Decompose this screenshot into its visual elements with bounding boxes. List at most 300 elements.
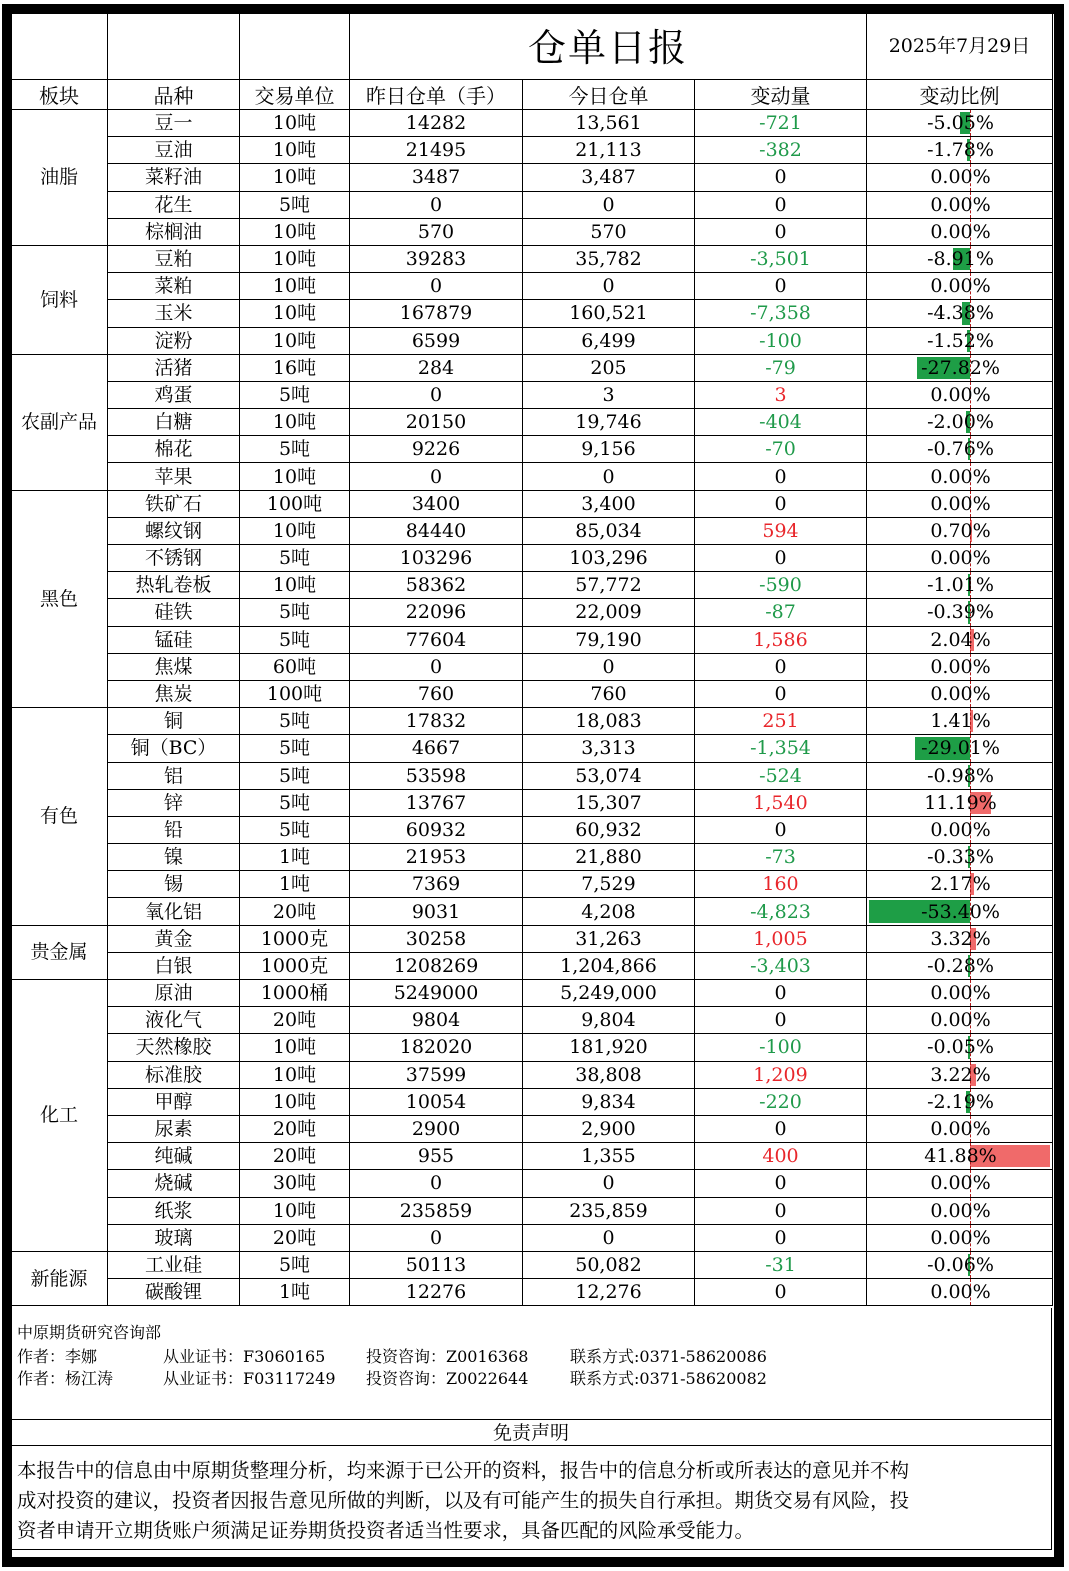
today-cell: 5,249,000 — [523, 980, 695, 1007]
yesterday-cell: 0 — [350, 653, 523, 680]
today-cell: 18,083 — [523, 708, 695, 735]
change-cell: 0 — [695, 164, 867, 191]
ratio-text: -0.06% — [927, 1253, 994, 1276]
variety-cell: 天然橡胶 — [108, 1034, 240, 1061]
today-cell: 205 — [523, 354, 695, 381]
variety-cell: 镍 — [108, 844, 240, 871]
today-cell: 38,808 — [523, 1061, 695, 1088]
yesterday-cell: 103296 — [350, 545, 523, 572]
yesterday-cell: 58362 — [350, 572, 523, 599]
unit-cell: 1吨 — [240, 844, 350, 871]
ratio-cell — [867, 653, 1053, 680]
unit-cell: 10吨 — [240, 1034, 350, 1061]
ratio-cell — [867, 273, 1053, 300]
yesterday-cell: 84440 — [350, 517, 523, 544]
table-row — [11, 1088, 1053, 1115]
variety-cell: 甲醇 — [108, 1088, 240, 1115]
table-row — [11, 1007, 1053, 1034]
author-contact: 联系方式:0371-58620086 — [570, 1347, 767, 1366]
table-row — [11, 1170, 1053, 1197]
yesterday-cell: 235859 — [350, 1197, 523, 1224]
table-row — [11, 110, 1053, 137]
change-cell: 1,586 — [695, 626, 867, 653]
today-cell: 15,307 — [523, 789, 695, 816]
ratio-cell — [867, 708, 1053, 735]
unit-cell: 100吨 — [240, 490, 350, 517]
ratio-text: 0.00% — [930, 1118, 991, 1141]
table-row — [11, 273, 1053, 300]
variety-cell: 工业硅 — [108, 1251, 240, 1278]
change-cell: 251 — [695, 708, 867, 735]
ratio-cell — [867, 1115, 1053, 1142]
yesterday-cell: 955 — [350, 1143, 523, 1170]
variety-cell: 白银 — [108, 952, 240, 979]
change-cell: 0 — [695, 1279, 867, 1306]
today-cell: 21,113 — [523, 137, 695, 164]
table-row — [11, 871, 1053, 898]
table-row — [11, 816, 1053, 843]
today-cell: 19,746 — [523, 409, 695, 436]
change-cell: -79 — [695, 354, 867, 381]
variety-cell: 豆油 — [108, 137, 240, 164]
yesterday-cell: 14282 — [350, 110, 523, 137]
disclaimer-line: 本报告中的信息由中原期货整理分析，均来源于已公开的资料，报告中的信息分析或所表达的意见并不构 — [17, 1459, 909, 1482]
ratio-text: -1.52% — [927, 329, 994, 352]
table-row — [11, 1224, 1053, 1251]
change-cell: -87 — [695, 599, 867, 626]
table-row — [11, 245, 1053, 272]
table-row — [11, 1115, 1053, 1142]
today-cell: 60,932 — [523, 816, 695, 843]
unit-cell: 10吨 — [240, 463, 350, 490]
unit-cell: 5吨 — [240, 1251, 350, 1278]
today-cell: 1,204,866 — [523, 952, 695, 979]
yesterday-cell: 570 — [350, 218, 523, 245]
table-row — [11, 1279, 1053, 1306]
variety-cell: 玉米 — [108, 300, 240, 327]
change-cell: -524 — [695, 762, 867, 789]
author-consult: 投资咨询：Z0016368 — [366, 1347, 529, 1366]
today-cell: 0 — [523, 191, 695, 218]
today-cell: 160,521 — [523, 300, 695, 327]
today-cell: 6,499 — [523, 327, 695, 354]
sector-cell: 农副产品 — [11, 354, 108, 490]
variety-cell: 黄金 — [108, 925, 240, 952]
ratio-text: -29.01% — [921, 737, 1000, 760]
ratio-text: 0.00% — [930, 818, 991, 841]
yesterday-cell: 12276 — [350, 1279, 523, 1306]
ratio-cell — [867, 381, 1053, 408]
ratio-cell — [867, 545, 1053, 572]
author-license: 从业证书：F3060165 — [163, 1347, 326, 1366]
ratio-text: 0.00% — [930, 547, 991, 570]
unit-cell: 5吨 — [240, 381, 350, 408]
unit-cell: 10吨 — [240, 409, 350, 436]
ratio-cell — [867, 925, 1053, 952]
variety-cell: 铜 — [108, 708, 240, 735]
unit-cell: 10吨 — [240, 327, 350, 354]
ratio-cell — [867, 762, 1053, 789]
unit-cell: 5吨 — [240, 816, 350, 843]
table-row — [11, 789, 1053, 816]
today-cell: 0 — [523, 273, 695, 300]
sector-cell: 贵金属 — [11, 925, 108, 979]
variety-cell: 白糖 — [108, 409, 240, 436]
variety-cell: 硅铁 — [108, 599, 240, 626]
unit-cell: 20吨 — [240, 898, 350, 925]
ratio-cell — [867, 436, 1053, 463]
variety-cell: 不锈钢 — [108, 545, 240, 572]
ratio-cell — [867, 1170, 1053, 1197]
unit-cell: 1000克 — [240, 925, 350, 952]
yesterday-cell: 0 — [350, 273, 523, 300]
today-cell: 21,880 — [523, 844, 695, 871]
unit-cell: 1000克 — [240, 952, 350, 979]
variety-cell: 活猪 — [108, 354, 240, 381]
ratio-cell — [867, 1088, 1053, 1115]
ratio-text: -8.91% — [927, 248, 994, 271]
ratio-text: -5.05% — [927, 112, 994, 135]
ratio-text: 0.00% — [930, 1226, 991, 1249]
change-cell: 0 — [695, 490, 867, 517]
today-cell: 12,276 — [523, 1279, 695, 1306]
ratio-text: 3.22% — [930, 1063, 991, 1086]
today-cell: 0 — [523, 1224, 695, 1251]
ratio-text: 0.00% — [930, 383, 991, 406]
variety-cell: 烧碱 — [108, 1170, 240, 1197]
table-row — [11, 708, 1053, 735]
yesterday-cell: 0 — [350, 1224, 523, 1251]
table-row — [11, 1034, 1053, 1061]
yesterday-cell: 760 — [350, 680, 523, 707]
column-header-yesterday: 昨日仓单（手） — [350, 80, 523, 110]
ratio-cell — [867, 218, 1053, 245]
today-cell: 9,834 — [523, 1088, 695, 1115]
table-row — [11, 1061, 1053, 1088]
report-date: 2025年7月29日 — [867, 9, 1053, 80]
column-header-unit: 交易单位 — [240, 80, 350, 110]
variety-cell: 苹果 — [108, 463, 240, 490]
change-cell: 0 — [695, 218, 867, 245]
variety-cell: 焦煤 — [108, 653, 240, 680]
unit-cell: 10吨 — [240, 245, 350, 272]
ratio-text: 0.00% — [930, 1199, 991, 1222]
table-row — [11, 1143, 1053, 1170]
disclaimer-line: 成对投资的建议，投资者因报告意见所做的判断，以及有可能产生的损失自行承担。期货交易有风险，投 — [17, 1489, 909, 1512]
change-cell: 0 — [695, 816, 867, 843]
ratio-cell — [867, 490, 1053, 517]
ratio-cell — [867, 1061, 1053, 1088]
column-header-change: 变动量 — [695, 80, 867, 110]
table-row — [11, 436, 1053, 463]
variety-cell: 液化气 — [108, 1007, 240, 1034]
today-cell: 0 — [523, 653, 695, 680]
ratio-cell — [867, 463, 1053, 490]
change-cell: 0 — [695, 273, 867, 300]
variety-cell: 豆一 — [108, 110, 240, 137]
variety-cell: 热轧卷板 — [108, 572, 240, 599]
change-cell: 160 — [695, 871, 867, 898]
org-name: 中原期货研究咨询部 — [17, 1323, 162, 1342]
unit-cell: 5吨 — [240, 599, 350, 626]
variety-cell: 锰硅 — [108, 626, 240, 653]
table-row — [11, 191, 1053, 218]
table-row — [11, 844, 1053, 871]
change-cell: -3,403 — [695, 952, 867, 979]
sector-cell: 饲料 — [11, 245, 108, 354]
ratio-text: 0.70% — [930, 519, 991, 542]
ratio-text: -2.19% — [927, 1090, 994, 1113]
today-cell: 31,263 — [523, 925, 695, 952]
today-cell: 570 — [523, 218, 695, 245]
ratio-cell — [867, 191, 1053, 218]
warehouse-receipt-table — [10, 8, 1053, 1306]
change-cell: 3 — [695, 381, 867, 408]
yesterday-cell: 22096 — [350, 599, 523, 626]
variety-cell: 铁矿石 — [108, 490, 240, 517]
variety-cell: 原油 — [108, 980, 240, 1007]
ratio-text: -27.82% — [921, 356, 1000, 379]
variety-cell: 纸浆 — [108, 1197, 240, 1224]
table-row — [11, 735, 1053, 762]
variety-cell: 铜（BC） — [108, 735, 240, 762]
disclaimer-body — [10, 1446, 1052, 1550]
table-row — [11, 409, 1053, 436]
sector-cell: 有色 — [11, 708, 108, 926]
variety-cell: 螺纹钢 — [108, 517, 240, 544]
change-cell: -100 — [695, 327, 867, 354]
ratio-text: 0.00% — [930, 166, 991, 189]
today-cell: 0 — [523, 1170, 695, 1197]
ratio-text: 0.00% — [930, 492, 991, 515]
ratio-cell — [867, 1224, 1053, 1251]
author-contact: 联系方式:0371-58620082 — [570, 1369, 767, 1388]
change-cell: 0 — [695, 463, 867, 490]
table-row — [11, 653, 1053, 680]
yesterday-cell: 20150 — [350, 409, 523, 436]
ratio-cell — [867, 871, 1053, 898]
today-cell: 85,034 — [523, 517, 695, 544]
ratio-cell — [867, 844, 1053, 871]
yesterday-cell: 9804 — [350, 1007, 523, 1034]
variety-cell: 铝 — [108, 762, 240, 789]
yesterday-cell: 0 — [350, 381, 523, 408]
yesterday-cell: 30258 — [350, 925, 523, 952]
ratio-text: -0.28% — [927, 954, 994, 977]
change-cell: 0 — [695, 653, 867, 680]
variety-cell: 纯碱 — [108, 1143, 240, 1170]
table-row — [11, 354, 1053, 381]
ratio-text: -0.98% — [927, 764, 994, 787]
change-cell: -3,501 — [695, 245, 867, 272]
author-line — [17, 1368, 1045, 1390]
unit-cell: 5吨 — [240, 191, 350, 218]
ratio-cell — [867, 816, 1053, 843]
variety-cell: 豆粕 — [108, 245, 240, 272]
today-cell: 0 — [523, 463, 695, 490]
ratio-text: 0.00% — [930, 1281, 991, 1304]
ratio-cell — [867, 1143, 1053, 1170]
unit-cell: 1吨 — [240, 871, 350, 898]
variety-cell: 铅 — [108, 816, 240, 843]
ratio-cell — [867, 599, 1053, 626]
change-cell: -220 — [695, 1088, 867, 1115]
ratio-cell — [867, 300, 1053, 327]
yesterday-cell: 3487 — [350, 164, 523, 191]
ratio-text: -0.33% — [927, 846, 994, 869]
variety-cell: 标准胶 — [108, 1061, 240, 1088]
unit-cell: 10吨 — [240, 137, 350, 164]
table-row — [11, 1197, 1053, 1224]
unit-cell: 10吨 — [240, 218, 350, 245]
table-row — [11, 980, 1053, 1007]
unit-cell: 5吨 — [240, 735, 350, 762]
report-title: 仓单日报 — [350, 9, 867, 80]
ratio-text: 0.00% — [930, 683, 991, 706]
change-cell: -721 — [695, 110, 867, 137]
yesterday-cell: 284 — [350, 354, 523, 381]
change-cell: -100 — [695, 1034, 867, 1061]
unit-cell: 10吨 — [240, 1088, 350, 1115]
ratio-text: 0.00% — [930, 1172, 991, 1195]
change-cell: 0 — [695, 1170, 867, 1197]
today-cell: 50,082 — [523, 1251, 695, 1278]
table-row — [11, 327, 1053, 354]
ratio-cell — [867, 110, 1053, 137]
author-name: 作者：李娜 — [17, 1347, 98, 1366]
variety-cell: 棕榈油 — [108, 218, 240, 245]
today-cell: 3 — [523, 381, 695, 408]
change-cell: 400 — [695, 1143, 867, 1170]
ratio-cell — [867, 1034, 1053, 1061]
variety-cell: 焦炭 — [108, 680, 240, 707]
author-consult: 投资咨询：Z0022644 — [366, 1369, 529, 1388]
table-row — [11, 545, 1053, 572]
table-row — [11, 1251, 1053, 1278]
today-cell: 53,074 — [523, 762, 695, 789]
yesterday-cell: 77604 — [350, 626, 523, 653]
today-cell: 3,313 — [523, 735, 695, 762]
blank-header-cell — [240, 9, 350, 80]
author-line — [17, 1346, 1045, 1368]
ratio-cell — [867, 952, 1053, 979]
change-cell: -382 — [695, 137, 867, 164]
ratio-cell — [867, 137, 1053, 164]
today-cell: 79,190 — [523, 626, 695, 653]
table-row — [11, 490, 1053, 517]
variety-cell: 锡 — [108, 871, 240, 898]
change-cell: 0 — [695, 545, 867, 572]
yesterday-cell: 53598 — [350, 762, 523, 789]
disclaimer-title: 免责声明 — [10, 1420, 1052, 1446]
today-cell: 181,920 — [523, 1034, 695, 1061]
yesterday-cell: 50113 — [350, 1251, 523, 1278]
variety-cell: 鸡蛋 — [108, 381, 240, 408]
change-cell: -7,358 — [695, 300, 867, 327]
yesterday-cell: 21495 — [350, 137, 523, 164]
ratio-text: 2.17% — [930, 873, 991, 896]
author-block — [10, 1308, 1052, 1420]
table-row — [11, 164, 1053, 191]
change-cell: 1,540 — [695, 789, 867, 816]
author-license: 从业证书：F03117249 — [163, 1369, 336, 1388]
ratio-text: 0.00% — [930, 1009, 991, 1032]
unit-cell: 5吨 — [240, 626, 350, 653]
variety-cell: 玻璃 — [108, 1224, 240, 1251]
table-row — [11, 599, 1053, 626]
variety-cell: 花生 — [108, 191, 240, 218]
unit-cell: 20吨 — [240, 1115, 350, 1142]
today-cell: 1,355 — [523, 1143, 695, 1170]
unit-cell: 10吨 — [240, 300, 350, 327]
ratio-cell — [867, 898, 1053, 925]
today-cell: 235,859 — [523, 1197, 695, 1224]
unit-cell: 30吨 — [240, 1170, 350, 1197]
ratio-text: -0.05% — [927, 1036, 994, 1059]
unit-cell: 10吨 — [240, 110, 350, 137]
author-name: 作者：杨江涛 — [17, 1369, 114, 1388]
yesterday-cell: 6599 — [350, 327, 523, 354]
yesterday-cell: 17832 — [350, 708, 523, 735]
table-row — [11, 137, 1053, 164]
today-cell: 3,400 — [523, 490, 695, 517]
variety-cell: 氧化铝 — [108, 898, 240, 925]
ratio-cell — [867, 245, 1053, 272]
ratio-text: -4.38% — [927, 302, 994, 325]
unit-cell: 1000桶 — [240, 980, 350, 1007]
table-row — [11, 680, 1053, 707]
ratio-text: 11.19% — [924, 791, 997, 814]
ratio-text: 0.00% — [930, 275, 991, 298]
table-row — [11, 300, 1053, 327]
unit-cell: 10吨 — [240, 572, 350, 599]
variety-cell: 尿素 — [108, 1115, 240, 1142]
unit-cell: 20吨 — [240, 1143, 350, 1170]
ratio-text: -2.00% — [927, 411, 994, 434]
yesterday-cell: 2900 — [350, 1115, 523, 1142]
today-cell: 103,296 — [523, 545, 695, 572]
table-row — [11, 925, 1053, 952]
change-cell: -73 — [695, 844, 867, 871]
table-row — [11, 517, 1053, 544]
variety-cell: 淀粉 — [108, 327, 240, 354]
table-row — [11, 898, 1053, 925]
yesterday-cell: 37599 — [350, 1061, 523, 1088]
change-cell: -404 — [695, 409, 867, 436]
yesterday-cell: 13767 — [350, 789, 523, 816]
change-cell: 0 — [695, 1224, 867, 1251]
unit-cell: 16吨 — [240, 354, 350, 381]
table-row — [11, 218, 1053, 245]
table-row — [11, 626, 1053, 653]
ratio-cell — [867, 680, 1053, 707]
change-cell: 0 — [695, 1197, 867, 1224]
ratio-text: -1.01% — [927, 574, 994, 597]
table-row — [11, 572, 1053, 599]
unit-cell: 5吨 — [240, 762, 350, 789]
change-cell: 594 — [695, 517, 867, 544]
report-footer — [10, 1308, 1052, 1550]
ratio-text: 0.00% — [930, 220, 991, 243]
column-header-variety: 品种 — [108, 80, 240, 110]
variety-cell: 菜粕 — [108, 273, 240, 300]
sector-cell: 油脂 — [11, 110, 108, 246]
unit-cell: 10吨 — [240, 1061, 350, 1088]
unit-cell: 100吨 — [240, 680, 350, 707]
column-header-ratio: 变动比例 — [867, 80, 1053, 110]
ratio-cell — [867, 789, 1053, 816]
unit-cell: 5吨 — [240, 545, 350, 572]
